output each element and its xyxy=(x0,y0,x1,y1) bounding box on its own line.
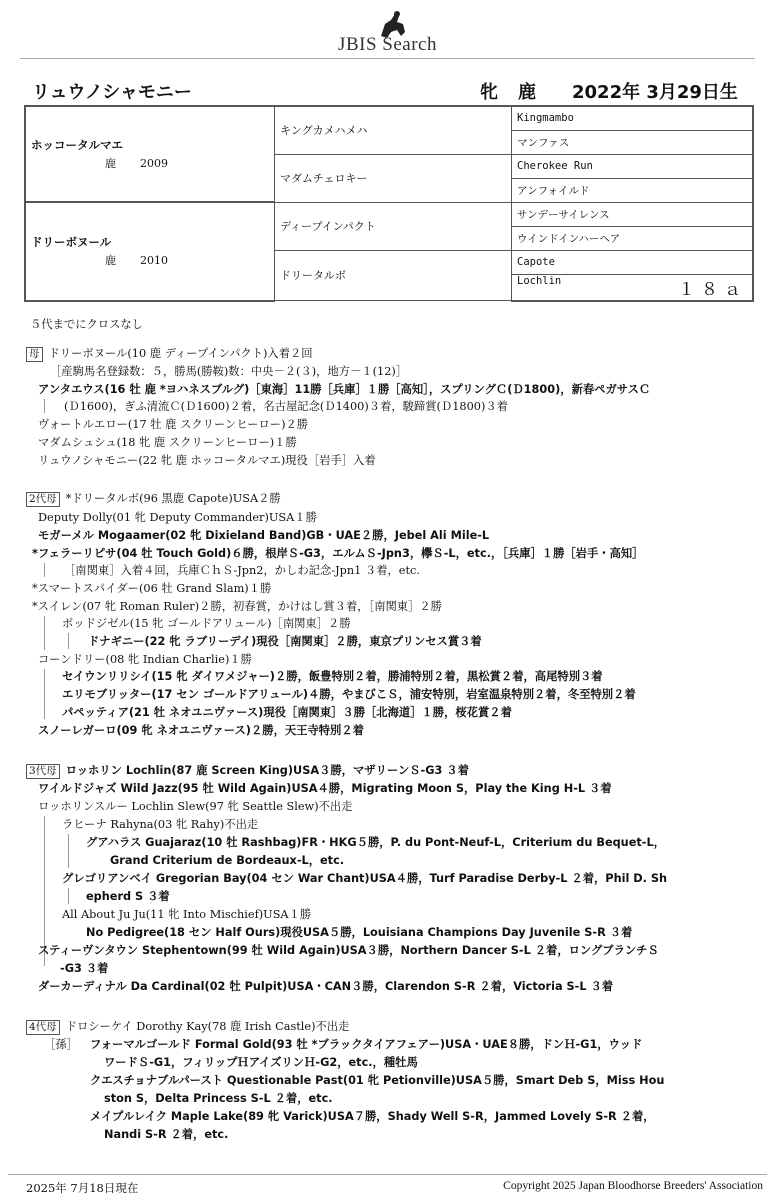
pedigree-g3[interactable]: ウインドインハーヘア xyxy=(512,226,754,250)
pedigree-dam[interactable] xyxy=(25,202,275,301)
g2dam-line: ［南関東］入着４回，兵庫ＣｈＳ-Jpn2，かしわ記念-Jpn1 ３着，etc. xyxy=(64,564,420,577)
line-text: ドリーボヌール(10 鹿 ディープインパクト)入着２回 xyxy=(48,347,313,360)
g4dam-line[interactable]: フォーマルゴールド Formal Gold(93 牡 *ブラックタイアフェアー)USA・UAE８勝，ドンＨ-G1，ウッド xyxy=(90,1038,643,1051)
sire-color: 鹿 xyxy=(105,157,116,170)
g3dam-line[interactable]: グレゴリアンベイ Gregorian Bay(04 セン War Chant)USA４勝，Turf Paradise Derby-L ２着，Phil D. Sh xyxy=(62,872,668,885)
pedigree-dam-dam[interactable]: ドリータルボ xyxy=(275,250,512,301)
g3dam-line[interactable]: ワイルドジャズ Wild Jazz(95 牡 Wild Again)USA４勝，Migrating Moon S，Play the King H-L ３着 xyxy=(38,782,612,795)
header-divider xyxy=(20,58,755,59)
indent-bar xyxy=(68,633,69,649)
pedigree-sire-sire[interactable]: キングカメハメハ xyxy=(275,106,512,154)
sire-name[interactable]: ホッコータルマエ xyxy=(31,138,123,152)
section-tag-g2dam: 2代母 xyxy=(26,492,60,507)
indent-bar xyxy=(44,616,45,650)
pedigree-table xyxy=(24,105,754,302)
g2dam-line[interactable]: スノーレガーロ(09 牝 ネオユニヴァース)２勝，天王寺特別２着 xyxy=(38,724,364,737)
logo-text: JBIS Search xyxy=(338,34,437,55)
dam-line[interactable]: マダムシュシュ(18 牝 鹿 スクリーンヒーロー)１勝 xyxy=(38,436,297,449)
dam-color: 鹿 xyxy=(105,254,116,268)
g2dam-line[interactable]: エリモブリッター(17 セン ゴールドアリュール)４勝，やまびこＳ，浦安特別，岩室温泉特別２着，冬至特別２着 xyxy=(62,688,636,701)
indent-bar xyxy=(44,669,45,719)
g2dam-line[interactable]: モガーメル Mogaamer(02 牝 Dixieland Band)GB・UAE２勝，Jebel Ali Mile-L xyxy=(38,529,490,542)
grandchildren-label: ［孫］ xyxy=(44,1038,78,1051)
g3dam-line[interactable]: No Pedigree(18 セン Half Ours)現役USA５勝，Louisiana Champions Day Juvenile S-R ３着 xyxy=(86,926,633,939)
horse-title xyxy=(32,76,752,104)
g3dam-line[interactable]: グアハラス Guajaraz(10 牡 Rashbag)FR・HKG５勝，P. du Pont-Neuf-L，Criterium du Bequet-L， xyxy=(86,836,665,849)
g2dam-line[interactable]: *フェラーリピサ(04 牡 Touch Gold)６勝，根岸Ｓ-G3，エルムＳ-Jpn3，欅Ｓ-L，etc.，［兵庫］１勝［岩手・高知］ xyxy=(32,547,644,560)
g3dam-line: Grand Criterium de Bordeaux-L，etc. xyxy=(110,854,345,867)
pedigree-g3[interactable]: アンフォイルド xyxy=(512,178,754,202)
g4dam-line: ワードＳ-G1，フィリップＨアイズリンＨ-G2，etc.，種牡馬 xyxy=(104,1056,418,1069)
g3dam-line[interactable]: スティーヴンタウン Stephentown(99 牡 Wild Again)USA３勝，Northern Dancer S-L ２着，ロングブランチＳ xyxy=(38,944,659,957)
g3dam-line[interactable]: ダーカーディナル Da Cardinal(02 牡 Pulpit)USA・CAN３勝，Clarendon S-R ２着，Victoria S-L ３着 xyxy=(38,980,614,993)
g4dam-line[interactable]: メイプルレイク Maple Lake(89 牝 Varick)USA７勝，Shady Well S-R，Jammed Lovely S-R ２着， xyxy=(90,1110,655,1123)
g2dam-line[interactable]: Deputy Dolly(01 牝 Deputy Commander)USA１勝 xyxy=(38,511,317,524)
jbis-logo[interactable] xyxy=(0,6,775,56)
horse-sex: 牝 xyxy=(480,82,504,103)
dam-line xyxy=(26,345,313,362)
g3dam-line: epherd S ３着 xyxy=(86,890,170,903)
dam-line: (Ｄ1600)，ぎふ清流Ｃ(Ｄ1600)２着，名古屋記念(Ｄ1400)３着，駿蹄賞(Ｄ1800)３着 xyxy=(64,400,508,413)
pedigree-sire-dam[interactable]: マダムチェロキー xyxy=(275,154,512,202)
g2dam-line[interactable]: パペッティア(21 牡 ネオユニヴァース)現役［南関東］３勝［北海道］１勝，桜花賞２着 xyxy=(62,706,512,719)
pedigree-dam-sire[interactable]: ディープインパクト xyxy=(275,202,512,250)
g4dam-line: Nandi S-R ２着，etc. xyxy=(104,1128,229,1141)
cross-note: ５代までにクロスなし xyxy=(30,318,143,331)
g2dam-line[interactable]: コーンドリー(08 牝 Indian Charlie)１勝 xyxy=(38,653,252,666)
as-of-date: 2025年 7月18日現在 xyxy=(26,1181,139,1195)
section-tag-dam: 母 xyxy=(26,347,43,362)
g2dam-line[interactable]: *スマートスパイダー(06 牡 Grand Slam)１勝 xyxy=(32,582,272,595)
g3dam-line[interactable]: ラヒーナ Rahyna(03 牝 Rahy)不出走 xyxy=(62,818,259,831)
indent-bar xyxy=(44,399,45,413)
g4dam-line xyxy=(26,1018,349,1035)
line-text[interactable]: *ドリータルボ(96 黒鹿 Capote)USA２勝 xyxy=(65,492,281,505)
family-number: １８ａ xyxy=(678,279,747,300)
g4dam-line: ston S，Delta Princess S-L ２着，etc. xyxy=(104,1092,333,1105)
pedigree-g3[interactable]: マンファス xyxy=(512,130,754,154)
g3dam-line[interactable]: All About Ju Ju(11 牝 Into Mischief)USA１勝 xyxy=(62,908,312,921)
copyright: Copyright 2025 Japan Bloodhorse Breeders' Association xyxy=(503,1180,763,1192)
g2dam-line[interactable]: ポッドジゼル(15 牝 ゴールドアリュール)［南関東］２勝 xyxy=(62,617,351,630)
g2dam-line[interactable]: セイウンリリシイ(15 牝 ダイワメジャー)２勝，飯豊特別２着，勝浦特別２着，黒松賞２着，高尾特別３着 xyxy=(62,670,603,683)
section-tag-g3dam: 3代母 xyxy=(26,764,60,779)
g4dam-line[interactable]: クエスチョナブルパースト Questionable Past(01 牝 Petionville)USA５勝，Smart Deb S，Miss Hou xyxy=(90,1074,665,1087)
dam-line[interactable]: ヴォートルエロー(17 牡 鹿 スクリーンヒーロー)２勝 xyxy=(38,418,309,431)
dam-line[interactable]: リュウノシャモニー(22 牝 鹿 ホッコータルマエ)現役［岩手］入着 xyxy=(38,454,376,467)
pedigree-g3[interactable]: Capote xyxy=(512,250,754,274)
sire-year: 2009 xyxy=(140,157,168,170)
g2dam-line[interactable]: ドナギニー(22 牝 ラブリーデイ)現役［南関東］２勝，東京プリンセス賞３着 xyxy=(88,635,482,648)
g2dam-line[interactable]: *スイレン(07 牝 Roman Ruler)２勝，初春賞，かけはし賞３着，［南関東］２勝 xyxy=(32,600,442,613)
g2dam-line xyxy=(26,490,281,507)
horse-name: リュウノシャモニー xyxy=(32,82,192,103)
pedigree-g3-name[interactable]: Lochlin xyxy=(517,274,562,287)
dam-year: 2010 xyxy=(140,254,168,268)
pedigree-g3[interactable]: Kingmambo xyxy=(512,106,754,130)
indent-bar xyxy=(68,834,69,868)
horse-birthdate: 2022年 3月29日生 xyxy=(572,82,738,103)
line-text[interactable]: ロッホリン Lochlin(87 鹿 Screen King)USA３勝，マザリーンＳ-G3 ３着 xyxy=(65,764,469,777)
horse-color: 鹿 xyxy=(518,82,536,103)
section-tag-g4dam: 4代母 xyxy=(26,1020,60,1035)
indent-bar xyxy=(44,563,45,577)
pedigree-g3[interactable]: サンデーサイレンス xyxy=(512,202,754,226)
pedigree-sire[interactable] xyxy=(25,106,275,202)
dam-name[interactable]: ドリーボヌール xyxy=(31,235,112,250)
indent-bar xyxy=(68,888,69,904)
g3dam-line: -G3 ３着 xyxy=(60,962,109,975)
line-text[interactable]: ドロシーケイ Dorothy Kay(78 鹿 Irish Castle)不出走 xyxy=(65,1020,350,1033)
dam-line[interactable]: アンタエウス(16 牡 鹿 *ヨハネスブルグ)［東海］11勝［兵庫］１勝［高知］，スプリングＣ(Ｄ1800)，新春ペガサスＣ xyxy=(38,383,651,396)
g3dam-line xyxy=(26,762,469,779)
pedigree-g3[interactable] xyxy=(512,274,754,301)
dam-line: ［産駒馬名登録数：５，勝馬(勝鞍)数：中央－２(３)，地方－１(12)］ xyxy=(50,365,408,378)
footer-divider xyxy=(8,1174,767,1175)
pedigree-g3[interactable]: Cherokee Run xyxy=(512,154,754,178)
g3dam-line[interactable]: ロッホリンスルー Lochlin Slew(97 牝 Seattle Slew)不出走 xyxy=(38,800,353,813)
